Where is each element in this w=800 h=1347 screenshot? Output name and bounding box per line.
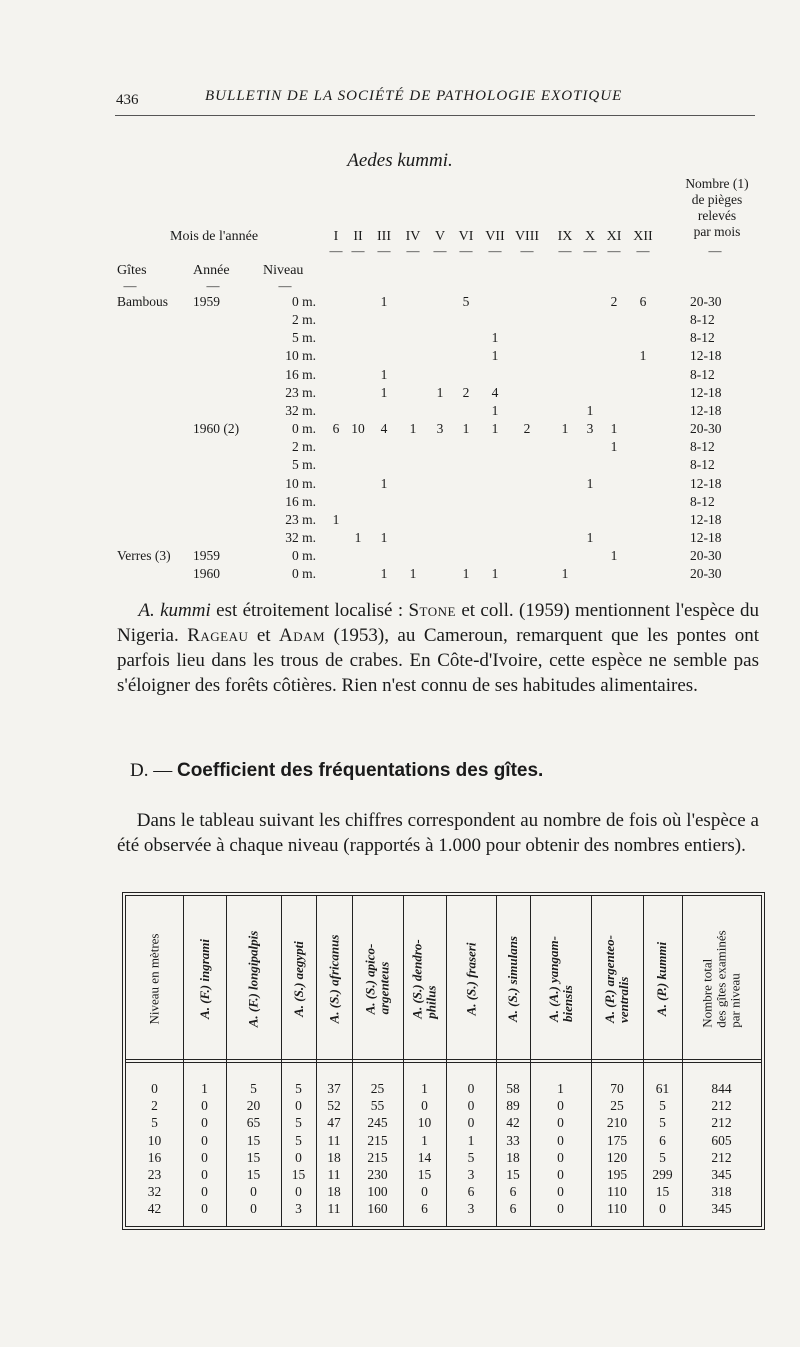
month-value-cell: 4: [491, 384, 499, 400]
dash: —: [351, 243, 365, 258]
month-value-cell: 1: [409, 421, 417, 437]
month-value-cell: 1: [639, 348, 647, 364]
month-value-cell: 2: [610, 294, 618, 309]
text: et: [248, 625, 280, 646]
niveau-cell: 23 m.: [285, 511, 316, 527]
month-value-cell: 1: [380, 529, 388, 545]
dash: —: [583, 243, 597, 258]
pieges-cell: 12-18: [690, 475, 722, 491]
pieges-cell: 12-18: [690, 511, 722, 527]
column-header-label: A. (P.) argenteo- ventralis: [602, 935, 631, 1023]
table-cell: 89: [506, 1098, 520, 1114]
table-cell: 15: [246, 1149, 261, 1165]
table-cell: 18: [327, 1149, 341, 1165]
pieges-cell: 12-18: [690, 348, 722, 364]
table-cell: 11: [327, 1167, 341, 1182]
table-cell: 212: [711, 1149, 732, 1165]
table-cell: 0: [659, 1201, 666, 1217]
table-cell: 18: [506, 1149, 520, 1165]
pieges-cell: 8-12: [690, 457, 715, 473]
table-cell: 100: [367, 1184, 388, 1200]
table-cell: 6: [509, 1201, 517, 1217]
column-header-label: A. (S.) fraseri: [463, 942, 479, 1016]
column-header-label: A. (P.) kummi: [654, 941, 670, 1017]
pieges-cell: 8-12: [690, 330, 715, 346]
table-cell: 160: [367, 1201, 388, 1217]
table-cell: 5: [295, 1132, 302, 1148]
nombre-line: par mois: [693, 224, 741, 239]
table-cell: 5: [250, 1081, 257, 1096]
dash: —: [406, 243, 420, 258]
pieges-cell: 8-12: [690, 312, 715, 328]
month-header: XII: [633, 229, 653, 244]
annee-cell: 1960: [193, 566, 220, 582]
table-cell: 10: [417, 1115, 432, 1131]
pieges-cell: 8-12: [690, 366, 715, 382]
niveau-cell: 0 m.: [291, 421, 316, 437]
col-annee: Année: [193, 263, 230, 278]
month-header: VI: [458, 229, 474, 244]
month-value-cell: 1: [380, 566, 388, 582]
annee-cell: 1959: [193, 294, 220, 309]
month-value-cell: 1: [332, 511, 340, 527]
month-value-cell: 1: [586, 475, 594, 491]
column-header: [682, 904, 761, 1054]
month-value-cell: 1: [610, 548, 618, 564]
pieges-cell: 20-30: [690, 294, 722, 309]
month-value-cell: 1: [380, 475, 388, 491]
table-cell: 25: [370, 1081, 385, 1096]
month-header: X: [584, 229, 596, 244]
table-cell: 345: [711, 1201, 732, 1217]
table-cell: 5: [467, 1149, 475, 1165]
page-number: 436: [116, 92, 139, 108]
table-cell: 0: [557, 1149, 564, 1165]
table-cell: 15: [246, 1167, 261, 1182]
table-cell: 15: [417, 1167, 432, 1182]
table-cell: 0: [467, 1098, 475, 1114]
table-cell: 15: [291, 1167, 306, 1182]
table-cell: 1: [557, 1081, 564, 1096]
table-cell: 6: [467, 1184, 475, 1200]
table-cell: 3: [295, 1201, 302, 1217]
frequentation-table: [125, 895, 762, 1227]
table-cell: 0: [557, 1132, 564, 1148]
table-cell: 37: [327, 1081, 341, 1096]
table-cell: 16: [147, 1149, 162, 1165]
table-cell: 11: [327, 1201, 341, 1217]
month-header: V: [434, 229, 446, 244]
dash: —: [433, 243, 447, 258]
table-cell: 215: [367, 1149, 388, 1165]
table-cell: 0: [250, 1184, 257, 1200]
month-header: IX: [557, 229, 573, 244]
table-cell: 212: [711, 1098, 732, 1114]
dash: —: [636, 243, 650, 258]
month-value-cell: 1: [380, 366, 388, 382]
column-header-label: A. (S.) dendro- philus: [409, 939, 439, 1019]
dash: —: [123, 278, 137, 293]
dash: —: [377, 243, 391, 258]
month-value-cell: 6: [332, 421, 340, 437]
table1-title: Aedes kummi.: [347, 150, 453, 171]
nombre-line: Nombre (1): [685, 176, 749, 191]
niveau-cell: 16 m.: [285, 366, 316, 382]
niveau-cell: 32 m.: [285, 529, 316, 545]
table-cell: 0: [421, 1098, 428, 1114]
table-cell: 0: [467, 1081, 475, 1096]
table-cell: 195: [606, 1167, 628, 1182]
table-cell: 3: [467, 1167, 475, 1182]
header-divider: [126, 1059, 761, 1060]
month-header: VIII: [514, 229, 540, 244]
pieges-cell: 8-12: [690, 493, 715, 509]
column-header: [591, 904, 643, 1054]
month-header: I: [333, 229, 339, 244]
dash: —: [520, 243, 534, 258]
table-cell: 11: [327, 1132, 341, 1148]
table-cell: 110: [607, 1201, 627, 1217]
header-rule: [115, 115, 755, 116]
month-value-cell: 1: [586, 402, 594, 418]
table-cell: 1: [421, 1132, 428, 1148]
table-cell: 10: [147, 1132, 162, 1148]
month-value-cell: 1: [491, 348, 499, 364]
table-cell: 6: [509, 1184, 517, 1200]
table-cell: 6: [421, 1201, 428, 1217]
column-header-label: A. (S.) apico- argenteus: [362, 943, 392, 1015]
dash: —: [459, 243, 473, 258]
col-gites: Gîtes: [117, 263, 147, 278]
month-value-cell: 1: [610, 421, 618, 437]
month-value-cell: 2: [462, 384, 470, 400]
niveau-cell: 5 m.: [291, 330, 316, 346]
table-cell: 0: [201, 1167, 208, 1182]
table-cell: 0: [467, 1115, 475, 1131]
table-cell: 15: [246, 1132, 261, 1148]
pieges-cell: 12-18: [690, 384, 722, 400]
table-cell: 0: [201, 1115, 208, 1131]
niveau-cell: 32 m.: [285, 402, 316, 418]
niveau-cell: 10 m.: [285, 348, 316, 364]
pieges-cell: 8-12: [690, 439, 715, 455]
table-cell: 20: [246, 1098, 261, 1114]
column-header-label: A. (S.) aegypti: [290, 941, 306, 1017]
column-header-label: A. (A.) yangam- biensis: [545, 936, 575, 1022]
niveau-cell: 16 m.: [285, 493, 316, 509]
table-cell: 0: [557, 1115, 564, 1131]
nombre-line: relevés: [697, 208, 737, 223]
table-cell: 844: [711, 1081, 732, 1096]
paragraph-table-intro: [117, 808, 759, 858]
column-header-label: A. (S.) simulans: [505, 936, 521, 1022]
table-cell: 0: [557, 1201, 564, 1217]
dash: —: [278, 278, 292, 293]
table-cell: 175: [606, 1132, 628, 1148]
author: Adam: [279, 625, 326, 646]
month-value-cell: 1: [491, 421, 499, 437]
author: Rageau: [187, 625, 249, 646]
column-header: [446, 904, 496, 1054]
table-cell: 5: [659, 1115, 666, 1131]
month-value-cell: 1: [491, 402, 499, 418]
table-cell: 345: [711, 1167, 732, 1182]
table-cell: 0: [201, 1132, 208, 1148]
column-header: [183, 904, 226, 1054]
column-header: [496, 904, 530, 1054]
table-cell: 5: [659, 1098, 666, 1114]
month-value-cell: 1: [380, 294, 388, 309]
month-header: IV: [405, 229, 421, 244]
column-header-label: Nombre total des gîtes examinés par niveau: [699, 930, 743, 1028]
month-value-cell: 2: [523, 421, 531, 437]
month-value-cell: 1: [462, 566, 470, 582]
section-heading: [130, 760, 543, 782]
niveau-cell: 2 m.: [291, 312, 316, 328]
table-cell: 215: [367, 1132, 388, 1148]
table-cell: 33: [506, 1132, 520, 1148]
dash: —: [708, 243, 722, 258]
table-cell: 18: [327, 1184, 341, 1200]
column-header: [352, 904, 403, 1054]
table-cell: 23: [147, 1167, 162, 1182]
table-cell: 0: [295, 1098, 302, 1114]
month-value-cell: 1: [380, 384, 388, 400]
paragraph-kummi: [117, 598, 759, 698]
month-value-cell: 1: [586, 529, 594, 545]
month-value-cell: 1: [436, 384, 444, 400]
table-cell: 0: [295, 1149, 302, 1165]
table-cell: 318: [711, 1184, 732, 1200]
month-value-cell: 1: [610, 439, 618, 455]
species-name: A. kummi: [138, 600, 211, 621]
niveau-cell: 0 m.: [291, 294, 316, 309]
gite-cell: Bambous: [117, 294, 169, 309]
month-header: II: [353, 229, 363, 244]
table-cell: 0: [295, 1184, 302, 1200]
month-value-cell: 1: [354, 529, 362, 545]
table-cell: 15: [506, 1167, 520, 1182]
section-letter: D. —: [130, 760, 177, 781]
gite-cell: Verres (3): [117, 548, 171, 564]
nombre-pieges-header: [672, 176, 762, 240]
table-cell: 1: [421, 1081, 428, 1096]
table-cell: 14: [417, 1149, 432, 1165]
month-value-cell: 6: [639, 294, 647, 309]
header-divider: [126, 1062, 761, 1063]
niveau-cell: 10 m.: [285, 475, 316, 491]
month-value-cell: 3: [586, 421, 594, 437]
table-cell: 61: [655, 1081, 670, 1096]
month-value-cell: 1: [561, 566, 569, 582]
month-value-cell: 1: [491, 330, 499, 346]
dash: —: [607, 243, 621, 258]
table-cell: 120: [606, 1149, 628, 1165]
column-header: [126, 904, 183, 1054]
table-cell: 212: [711, 1115, 732, 1131]
nombre-line: de pièges: [691, 192, 743, 207]
table-cell: 55: [370, 1098, 385, 1114]
table-cell: 210: [606, 1115, 628, 1131]
column-header-label: A. (S.) africanus: [326, 934, 342, 1024]
month-value-cell: 10: [351, 421, 365, 437]
text: et coll. (1959) mentionnent l'espèce du Nigeria.: [117, 600, 760, 646]
table-cell: 0: [201, 1149, 208, 1165]
column-header: [403, 904, 446, 1054]
table-cell: 0: [557, 1167, 564, 1182]
table-cell: 42: [147, 1201, 162, 1217]
table-cell: 0: [201, 1098, 208, 1114]
table-cell: 15: [655, 1184, 670, 1200]
column-header: [316, 904, 352, 1054]
pieges-cell: 20-30: [690, 566, 722, 582]
month-header: VII: [485, 229, 505, 244]
table-cell: 5: [295, 1081, 302, 1096]
table-cell: 6: [659, 1132, 666, 1148]
table-cell: 25: [610, 1098, 624, 1114]
niveau-cell: 0 m.: [291, 566, 316, 582]
column-header-label: A. (F.) ingrami: [196, 939, 212, 1019]
column-header: [281, 904, 316, 1054]
table-cell: 5: [295, 1115, 302, 1131]
table-cell: 0: [557, 1184, 564, 1200]
table-cell: 0: [557, 1098, 564, 1114]
dash: —: [488, 243, 502, 258]
table-cell: 3: [467, 1201, 475, 1217]
column-header-label: Niveau en mètres: [146, 933, 162, 1025]
table-cell: 0: [151, 1081, 158, 1096]
column-header: [643, 904, 682, 1054]
col-niveau: Niveau: [263, 263, 304, 278]
niveau-cell: 23 m.: [285, 384, 316, 400]
table-cell: 70: [610, 1081, 624, 1096]
author: Stone: [408, 600, 456, 621]
pieges-cell: 12-18: [690, 529, 722, 545]
niveau-cell: 2 m.: [291, 439, 316, 455]
dash: —: [329, 243, 343, 258]
month-value-cell: 5: [462, 294, 470, 309]
pieges-cell: 12-18: [690, 402, 722, 418]
dash: —: [558, 243, 572, 258]
table-cell: 2: [151, 1098, 158, 1114]
table-cell: 605: [711, 1132, 732, 1148]
table-cell: 230: [367, 1167, 388, 1182]
niveau-cell: 0 m.: [291, 548, 316, 564]
table-cell: 110: [607, 1184, 627, 1200]
table-cell: 0: [201, 1184, 208, 1200]
pieges-cell: 20-30: [690, 421, 722, 437]
month-value-cell: 4: [380, 421, 388, 437]
journal-title: BULLETIN DE LA SOCIÉTÉ DE PATHOLOGIE EXOTIQUE: [205, 88, 623, 104]
mois-label: Mois de l'année: [170, 229, 259, 244]
column-header: [226, 904, 281, 1054]
table-cell: 65: [246, 1115, 261, 1131]
text: est étroitement localisé :: [210, 600, 409, 621]
month-value-cell: 1: [561, 421, 569, 437]
month-value-cell: 1: [491, 566, 499, 582]
table-cell: 42: [506, 1115, 520, 1131]
table-cell: 0: [421, 1184, 428, 1200]
annee-cell: 1959: [193, 548, 220, 564]
month-value-cell: 3: [436, 421, 444, 437]
column-header-label: A. (F.) longipalpis: [245, 930, 261, 1028]
text: (1953), au Cameroun, remarquent que les pontes ont parfois lieu dans les trous de crabes. En Côte-d'Ivoire, cette espèce ne semble pas s'éloigner des forêts côtières. Rien n'est connu de ses habitudes alimentaires.: [117, 625, 759, 696]
table-cell: 0: [250, 1201, 257, 1217]
pieges-cell: 20-30: [690, 548, 722, 564]
table-cell: 0: [201, 1201, 208, 1217]
text: Dans le tableau suivant les chiffres correspondent au nombre de fois où l'espèce a été observée à chaque niveau (rapportés à 1.000 pour obtenir des nombres entiers).: [117, 810, 759, 856]
table-cell: 5: [659, 1149, 666, 1165]
section-title: Coefficient des fréquentations des gîtes.: [176, 760, 544, 781]
annee-cell: 1960 (2): [193, 421, 240, 437]
table-cell: 58: [506, 1081, 520, 1096]
month-value-cell: 1: [409, 566, 417, 582]
table-cell: 32: [147, 1184, 162, 1200]
table-cell: 1: [467, 1132, 475, 1148]
table-cell: 52: [327, 1098, 341, 1114]
table-cell: 5: [151, 1115, 158, 1131]
column-header: [530, 904, 591, 1054]
table-cell: 299: [652, 1167, 673, 1182]
table-cell: 47: [327, 1115, 341, 1131]
niveau-cell: 5 m.: [291, 457, 316, 473]
dash: —: [206, 278, 220, 293]
table-cell: 245: [367, 1115, 388, 1131]
month-value-cell: 1: [462, 421, 470, 437]
month-header: XI: [606, 229, 622, 244]
table-cell: 1: [201, 1081, 208, 1096]
month-header: III: [377, 229, 391, 244]
